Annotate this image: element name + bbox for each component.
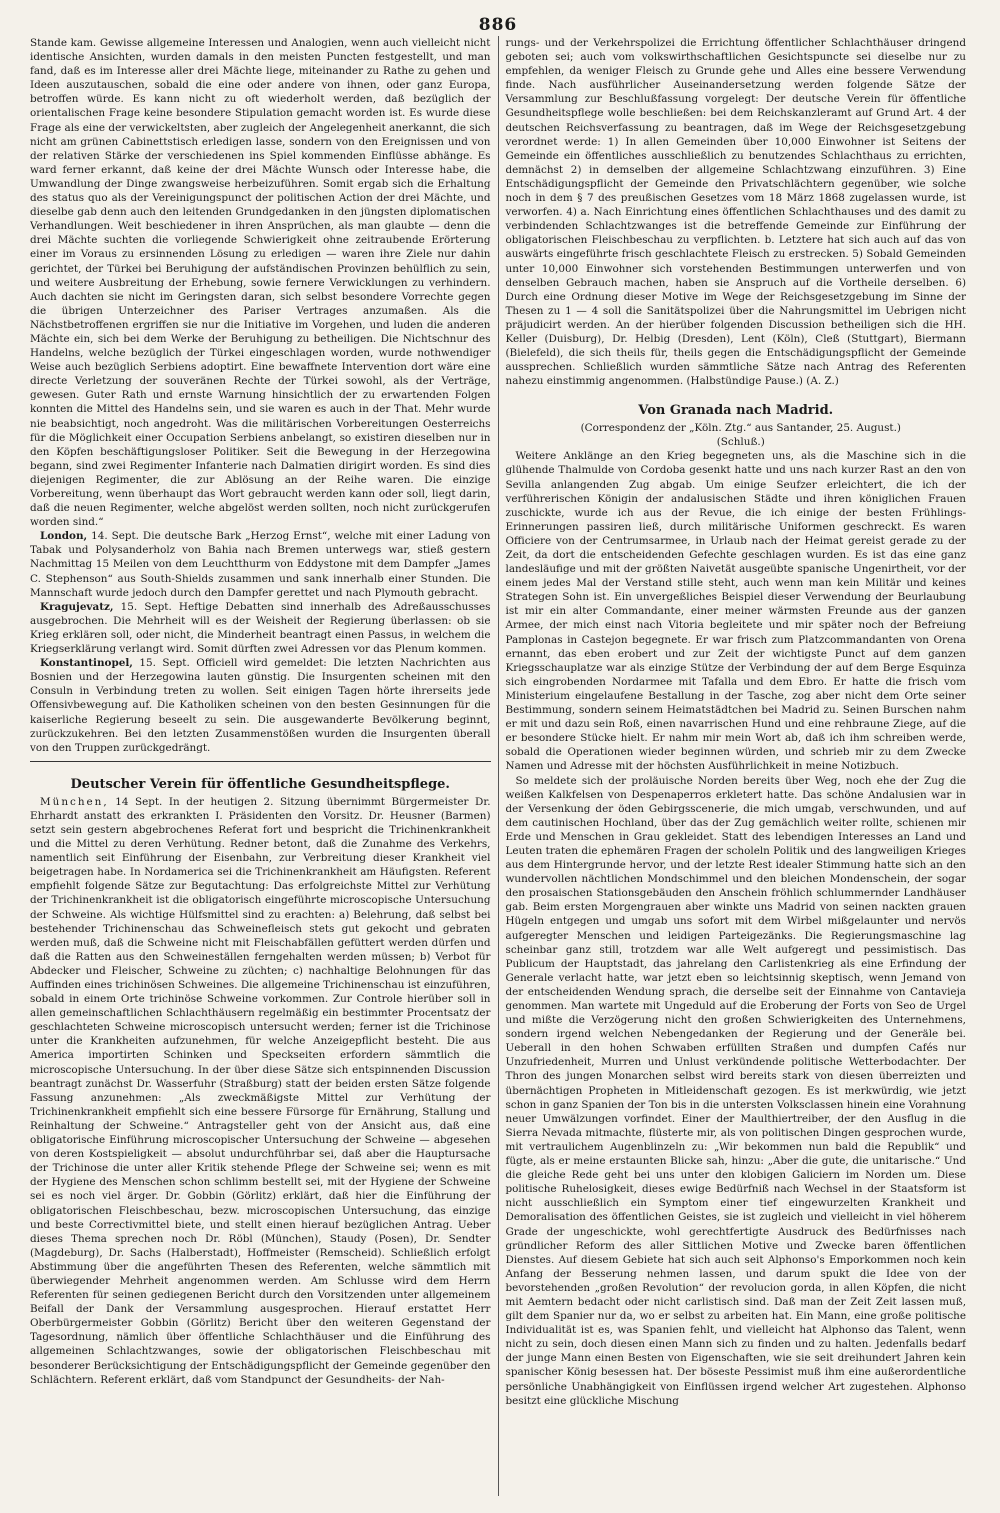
section-divider [30,761,491,762]
news-item-konstantinopel [30,656,491,755]
news-item-muenchen [30,795,491,1387]
section-heading: Von Granada nach Madrid. [638,403,834,419]
article-text: rungs- und der Verkehrspolizei die Errichtung öffentlicher Schlachthäuser dringend geboten sei; auch vom volkswirthschaftlichen Gesichtspuncte sei dieselbe nur zu empfehlen, da weniger Fleisch zu Grunde gehe und Alles eine bessere Verwendung finde. Nach ausführlicher Auseinandersetzung werden folgende Sätze der Versammlung zur Beschlußfassung vorgelegt: Der deutsche Verein für öffentliche Gesundheitspflege wolle beschließen: bei dem Reichskanzleramt auf Grund Art. 4 der deutschen Reichsverfassung zu beantragen, daß im Wege der Reichsgesetzgebung verordnet werde: 1) In allen Gemeinden über 10,000 Einwohner ist Seitens der Gemeinde ein öffentliches ausschließlich zu benutzendes Schlachthaus zu errichten, demnächst 2) in demselben der allgemeine Schlachtzwang einzuführen. 3) Eine Entschädigungspflicht der Gemeinde den Privatschlächtern gegenüber, wie solche noch in dem § 7 des preußischen Gesetzes vom 18 März 1868 zugelassen wurde, ist verworfen. 4) a. Nach Einrichtung eines öffentlichen Schlachthauses und des damit zu verbindenden Schlachtzwanges ist die betreffende Gemeinde zur Einführung der obligatorischen Fleischbeschau zu verpflichten. b. Letztere hat sich auch auf das von auswärts eingeführte frisch geschlachtete Fleisch zu erstrecken. 5) Sobald Gemeinden unter 10,000 Einwohner sich vorstehenden Bestimmungen unterwerfen und von denselben Gebrauch machen, haben sie Anspruch auf die Vortheile derselben. 6) Durch eine Ordnung dieser Motive im Wege der Reichsgesetzgebung im Sinne der Thesen zu 1 — 4 soll die Sanitätspolizei über die Nahrungsmittel im Uebrigen nicht präjudicirt werden. An der hierüber folgenden Discussion betheiligen sich die HH. Keller (Duisburg), Dr. Helbig (Dresden), Lent (Köln), Cleß (Stuttgart), Biermann (Bielefeld), die sich theils für, theils gegen die Entschädigungspflicht der Gemeinde aussprechen. Schließlich wurden sämmtliche Sätze nach Antrag des Referenten nahezu einstimmig angenommen. (Halbstündige Pause.) (A. Z.) [505,37,966,388]
news-text: 14. Sept. Die deutsche Bark „Herzog Ernst“, welche mit einer Ladung von Tabak und Polysanderholz von Bahia nach Bremen unterwegs war, stieß gestern Nachmittag 15 Meilen von dem Leuchtthurm von Eddystone mit dem Dampfer „James C. Stephenson“ aus South-Shields zusammen und sank innerhalb einer Stunden. Die Mannschaft wurde jedoch durch den Dampfer gerettet und nach Plymouth gebracht. [30,530,491,599]
right-column [498,36,967,1496]
article-paragraph: So meldete sich der proläuische Norden bereits über Weg, noch ehe der Zug die weißen Kalkfelsen von Despenaperros erkletert hatte. Das schöne Andalusien war in der Versenkung der öden Gebirgsscenerie, die mich umgab, verschwunden, und auf dem cautinischen Hochland, über das der Zug gemächlich weiter rollte, schienen mir Erde und Menschen in Grau gekleidet. Statt des lebendigen Interesses an Land und Leuten traten die ephemären Fragen der scholeln Politik und des langweiligen Krieges aus dem Hintergrunde hervor, und der letzte Rest idealer Stimmung hatte sich an den wundervollen nächtlichen Mondschimmel und den bleichen Mondenschein, der sogar den prosaischen Stationsgebäuden den Anschein fröhlich schlummernder Landhäuser gab. Beim ersten Morgengrauen aber winkte uns Madrid von seinen nackten grauen Hügeln entgegen und umgab uns sofort mit dem Wirbel mißgelaunter und nervös aufgeregter Menschen und leidigen Parteigezänks. Die Regierungsmaschine lag scheinbar ganz still, trotzdem war alle Welt aufgeregt und pessimistisch. Das Publicum der Hauptstadt, das jahrelang den Carlistenkrieg als eine Erfindung der Generale verlacht hatte, war jetzt eben so leichtsinnig skeptisch, wenn Jemand von der entscheidenden Wendung sprach, die derselbe seit der Einnahme von Cantavieja genommen. Man wartete mit Ungeduld auf die Eroberung der Forts von Seo de Urgel und mißte die Verzögerung nicht den großen Schwierigkeiten des Unternehmens, sondern irgend welchen Nebengedanken der Regierung und der Generäle bei. Ueberall in den hohen Schwaben erfüllten Straßen und dumpfen Cafés nur Unzufriedenheit, Murren und Unlust verkündende politische Wetterbodachter. Der Thron des jungen Monarchen selbst wird bereits stark von diesen überreizten und übernächtigen Propheten in Mitleidenschaft gezogen. Es ist merkwürdig, wie jetzt schon in ganz Spanien der Ton bis in die untersten Volksclassen hinein eine Vorahnung neuer Umwälzungen vorfindet. Einer der Maulthiertreiber, der den Ausflug in die Sierra Nevada mitmachte, flüsterte mir, als von politischen Dingen gesprochen wurde, mit vertraulichem Augenblinzeln zu: „Wir bekommen nun bald die Republik“ und fügte, als er meine erstaunten Blicke sah, hinzu: „Aber die gute, die unitarische.“ Und die gleiche Rede geht bei uns unter den klobigen Galiciern im Norden um. Diese politische Ruhelosigkeit, dieses ewige Bedürfniß nach Wechsel in der Staatsform ist nicht ausschließlich ein Symptom einer tief eingewurzelten Krankheit und Demoralisation des öffentlichen Geistes, sie ist zugleich und vielleicht in viel höherem Grade der ungeschickte, wohl gerechtfertigte Ausdruck des Bedürfnisses nach gründlicher Reform des aller Sittlichen Motive und Zwecke baren öffentlichen Dienstes. Auf diesem Gebiete hat sich auch seit Alphonso's Emporkommen noch kein Anfang der Besserung nehmen lassen, und darum spukt die Idee von der bevorstehenden „großen Revolution“ der revolucion gorda, in allen Köpfen, die nicht mit Aemtern bedacht oder nicht carlistisch sind. Daß man der Zeit Zeit lassen muß, gilt dem Spanier nur da, wo er selbst zu arbeiten hat. Ein Mann, eine große politische Individualität ist es, was Spanien fehlt, und vielleicht hat Alphonso das Talent, wenn nicht zu sein, doch diesen einen Mann sich zu finden und zu halten. Jedenfalls bedarf der junge Mann einen Besten von Eigenschaften, wie sie seit dreihundert Jahren kein spanischer König besessen hat. Der böseste Pessimist muß ihm eine außerordentliche persönliche Unabhängigkeit von Einflüssen irgend welcher Art zugestehen. Alphonso besitzt eine glückliche Mischung [505,774,966,1407]
section-heading: Deutscher Verein für öffentliche Gesundheitspflege. [70,776,450,792]
page-number: 886 [478,15,518,35]
article-paragraph: Weitere Anklänge an den Krieg begegneten uns, als die Maschine sich in die glühende Thalmulde von Cordoba gesenkt hatte und uns nach kurzer Rast an den von Sevilla anlangenden Zug abgab. Um einige Seufzer erleichtert, die ich der verführerischen Königin der andalusischen Städte und ihren königlichen Frauen zuschickte, wurde ich aus der Revue, die ich einige der besten Frühlings-Erinnerungen passiren ließ, durch militärische Uniformen geschreckt. Es waren Officiere von der Centrumsarmee, in Urlaub nach der Heimat gereist gerade zu der Zeit, da dort die entscheidenden Gefechte geschlagen wurden. Es ist das eine ganz landesläufige und mit der größten Naivetät ausgeübte spanische Ungenirtheit, vor der einem jedes Mal der Verstand stille steht, auch wenn man kein Militär und keines Strategen Sohn ist. Ein unvergeßliches Beispiel dieser Verwendung der Beurlaubung ist mir ein alter Commandante, einer meiner wärmsten Freunde aus der ganzen Armee, der mich einst nach Vitoria begleitete und mir später noch der Befreiung Pamplonas in Castejon begegnete. Er war frisch zum Platzcommandanten von Orena ernannt, das eben erobert und zur Zeit der wichtigste Punct auf dem ganzen Kriegsschauplatze war als einzige Stütze der Verbindung der auf dem Berge Esquinza sich eingrobenden Nordarmee mit Tafalla und dem Ebro. Er hatte die frisch vom Ministerium eingelaufene Bestallung in der Tasche, zog aber nicht dem Orte seiner Bestimmung, sondern seinem Heimatstädtchen bei Madrid zu. Seinen Burschen nahm er mit und dazu sein Roß, einen navarrischen Hund und eine rehbraune Ziege, auf die er besondere Stücke hielt. Er nahm mir mein Wort ab, daß ich ihm schreiben werde, sobald die Operationen wieder beginnen würden, und schrieb mir zu dem Zwecke Namen und Adresse mit der höchsten Ausführlichkeit in meine Notizbuch. [505,450,966,773]
left-column [30,36,498,1496]
article-text: Stande kam. Gewisse allgemeine Interessen und Analogien, wenn auch vielleicht nicht identische Ansichten, wurden damals in den meisten Puncten festgestellt, und man fand, daß es im Interesse aller drei Mächte liege, miteinander zu Rathe zu gehen und Ideen auszutauschen, sobald die eine oder andere von ihnen, oder ganz Europa, betroffen würde. Es kann nicht zu oft wiederholt werden, daß bezüglich der orientalischen Frage keine besondere Stipulation gemacht worden ist. Es wurde diese Frage als eine der verwickeltsten, aber zugleich der Angelegenheit anerkannt, die sich nicht am grünen Cabinettstisch erledigen lasse, sondern von den Ereignissen und von der relativen Stärke der verschiedenen ins Spiel kommenden Einflüsse abhänge. Es ward ferner erkannt, daß keine der drei Mächte Wunsch oder Interesse habe, die Umwandlung der Dinge zwangsweise herbeizuführen. Somit ergab sich die Erhaltung des status quo als der Vereinigungspunct der politischen Action der drei Mächte, und dieselbe gab denn auch den leitenden Grundgedanken in den jüngsten diplomatischen Verhandlungen. Weit beschiedener in ihren Ansprüchen, als man glaubte — denn die drei Mächte suchten die vorliegende Schwierigkeit ohne zeitraubende Erörterung einer im Voraus zu ersinnenden Lösung zu erledigen — waren ihre Ziele nur dahin gerichtet, der Türkei bei Beruhigung der aufständischen Provinzen behülflich zu sein, und weitere Ausbreitung der Erhebung, sowie fernere Verwicklungen zu verhindern. Auch dachten sie nicht im Geringsten daran, sich selbst besondere Vorrechte gegen die übrigen Unterzeichner des Pariser Vertrages anzumaßen. Als die Nächstbetroffenen ergriffen sie nur die Initiative im Vorgehen, und luden die anderen Mächte ein, sich bei dem Werke der Beruhigung zu betheiligen. Die Nichtschnur des Handelns, welche bezüglich der Türkei eingeschlagen worden, wurde nothwendiger Weise auch bezüglich Serbiens adoptirt. Eine bewaffnete Intervention dort wäre eine directe Verletzung der souveränen Rechte der Türkei sowohl, als der Verträge, gewesen. Guter Rath und ernste Warnung hinsichtlich der zu erwartenden Folgen konnten die Mittel des Handelns sein, und sie waren es auch in der That. Mehr wurde nie beabsichtigt, noch angedroht. Was die militärischen Vorbereitungen Oesterreichs für die Möglichkeit einer Occupation Serbiens anbelangt, so existiren dieselben nur in den Köpfen beschäftigungsloser Politiker. Seit die Bewegung in der Herzegowina begann, sind zwei Regimenter Infanterie nach Dalmatien dirigirt worden. Es sind dies diejenigen Regimenter, die zur Ablösung an der Reihe waren. Die einzige Vorbereitung, wenn überhaupt das Wort gebraucht werden kann oder soll, liegt darin, daß die neuen Regimenter, welche abgelöst werden sollten, noch nicht zurückgerufen worden sind.“ [30,37,491,529]
conclusion-note: (Schluß.) [716,436,765,449]
dateline: Konstantinopel, [40,657,133,670]
news-item-kragujevatz [30,600,491,656]
dateline: Kragujevatz, [40,600,114,613]
dateline: London, [40,530,88,543]
news-item-london [30,529,491,599]
news-text: 14 Sept. In der heutigen 2. Sitzung übernimmt Bürgermeister Dr. Ehrhardt anstatt des erkrankten I. Präsidenten den Vorsitz. Dr. Heusner (Barmen) setzt sein gestern abgebrochenes Referat fort und bespricht die Trichinenkrankheit und die Mittel zu deren Verhütung. Redner betont, daß die Zunahme des Verkehrs, namentlich seit Einführung der Eisenbahn, zur Verbreitung dieser Krankheit viel beigetragen habe. In Nordamerica sei die Trichinenkrankheit am Häufigsten. Referent empfiehlt folgende Sätze zur Begutachtung: Das erfolgreichste Mittel zur Verhütung der Trichinenkrankheit ist die obligatorisch eingeführte microscopische Untersuchung der Schweine. Als wichtige Hülfsmittel sind zu erachten: a) Belehrung, daß selbst bei bestehender Trichinenschau das Schweinefleisch stets gut gekocht und gebraten werden muß, daß die Schweine nicht mit Fleischabfällen gefüttert werden dürfen und daß die Ratten aus den Schweineställen ferngehalten werden müssen; b) Verbot für Abdecker und Fleischer, Schweine zu züchten; c) nachhaltige Belohnungen für das Auffinden eines trichinösen Schweines. Die allgemeine Trichinenschau ist einzuführen, sobald in einem Orte trichinöse Schweine vorkommen. Zur Controle hierüber soll in allen gemeinschaftlichen Schlachthäusern regelmäßig ein bestimmter Procentsatz der geschlachteten Schweine microscopisch untersucht werden; ferner ist die Trichinose unter die Krankheiten aufzunehmen, für welche Anzeigepflicht besteht. Die aus America importirten Schinken und Speckseiten erfordern sämmtlich die microscopische Untersuchung. In der über diese Sätze sich entspinnenden Discussion beantragt zunächst Dr. Wasserfuhr (Straßburg) statt der beiden ersten Sätze folgende Fassung anzunehmen: „Als zweckmäßigste Mittel zur Verhütung der Trichinenkrankheit empfiehlt sich eine bessere Fürsorge für Ernährung, Stallung und Reinhaltung der Schweine.“ Antragsteller geht von der Ansicht aus, daß eine obligatorische Einführung microscopischer Untersuchung der Schweine — abgesehen von deren Kostspieligkeit — absolut undurchführbar sei, daß aber die Hauptursache der Trichinose die unter aller Kritik stehende Pflege der Schweine sei; wenn es mit der Hygiene des Menschen schon schlimm bestellt sei, mit der Hygiene der Schweine sei es noch viel ärger. Dr. Gobbin (Görlitz) erklärt, daß hier die Einführung der obligatorischen Fleischbeschau, bezw. microscopischen Untersuchung, das einzige und beste Correctivmittel biete, und stellt einen hierauf bezüglichen Antrag. Ueber dieses Thema sprechen noch Dr. Röbl (München), Staudy (Posen), Dr. Sendter (Magdeburg), Dr. Sachs (Halberstadt), Hoffmeister (Remscheid). Schließlich erfolgt Abstimmung über die angeführten Thesen des Referenten, welche sämmtlich mit überwiegender Mehrheit angenommen werden. Am Schlusse wird dem Herrn Referenten für seinen gediegenen Bericht durch den Vorsitzenden unter allgemeinem Beifall der Dank der Versammlung ausgesprochen. Hierauf erstattet Herr Oberbürgermeister Gobbin (Görlitz) Bericht über den weiteren Gegenstand der Tagesordnung, nämlich über öffentliche Schlachthäuser und die Einführung des allgemeinen Schlachtzwanges, sowie der obligatorischen Fleischbeschau mit besonderer Berücksichtigung der Entschädigungspflicht der Gemeinde gegenüber den Schlächtern. Referent erklärt, daß vom Standpunct der Gesundheits- der Nah- [30,795,491,1386]
dateline: München, [40,795,109,808]
news-text: 15. Sept. Heftige Debatten sind innerhalb des Adreßausschusses ausgebrochen. Die Mehrheit will es der Weisheit der Regierung überlassen: ob sie Krieg erklären soll, oder nicht, die Minderheit beantragt einen Passus, in welchem die Kriegserklärung verlangt wird. Somit dürften zwei Adressen vor das Plenum kommen. [30,600,491,656]
news-text: 15. Sept. Officiell wird gemeldet: Die letzten Nachrichten aus Bosnien und der Herzegowina lauten günstig. Die Insurgenten scheinen mit den Consuln in Verbindung treten zu wollen. Seit einigen Tagen hörte ihrerseits jede Offensivbewegung auf. Die Katholiken scheinen von den besten Gesinnungen für die kaiserliche Regierung beseelt zu sein. Die ausgewanderte Bevölkerung beginnt, zurückzukehren. Bei den letzten Zusammenstößen wurden die Insurgenten überall von den Truppen zurückgedrängt. [30,657,491,754]
correspondence-note: (Correspondenz der „Köln. Ztg.“ aus Santander, 25. August.) [580,422,901,435]
text-columns [30,36,966,1496]
